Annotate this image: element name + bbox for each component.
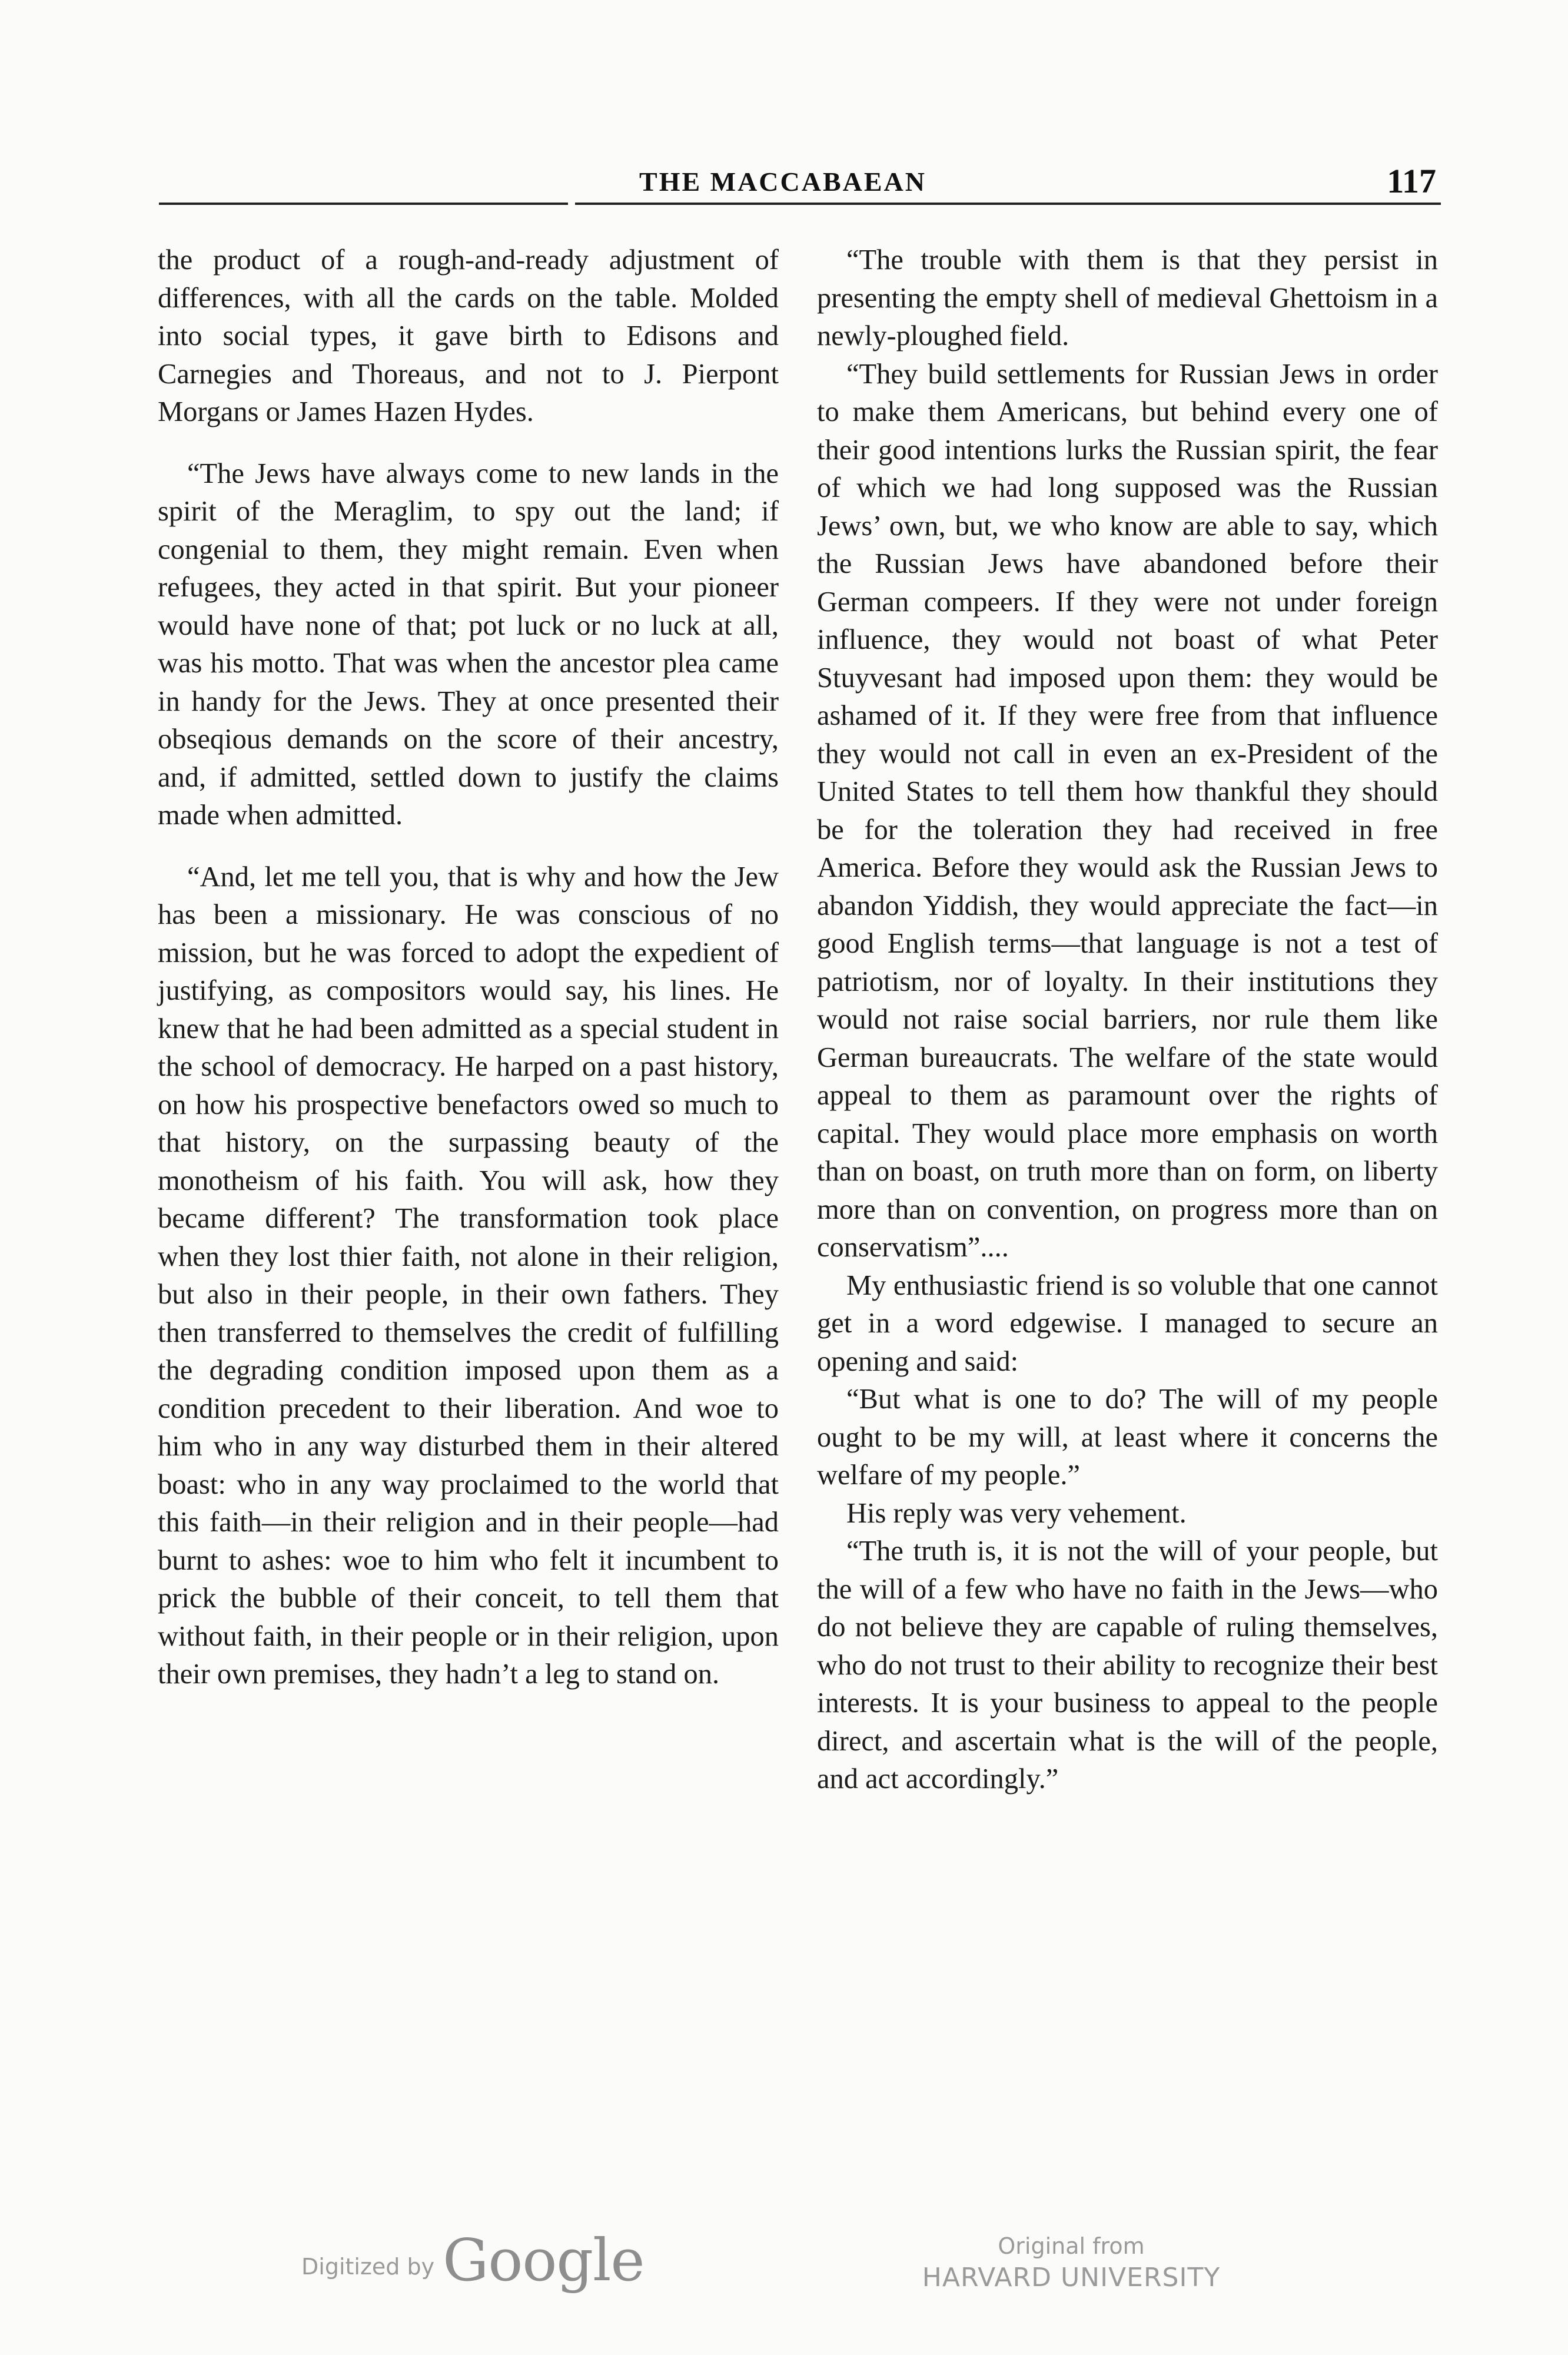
header-rule-gap bbox=[568, 201, 575, 206]
digitized-by-label: Digitized by bbox=[301, 2254, 435, 2280]
right-paragraph-4: “But what is one to do? The will of my people ought to be my will, at least where it concerns the welfare of my people.” bbox=[817, 1384, 1438, 1491]
right-paragraph-5: His reply was very vehement. bbox=[846, 1497, 1187, 1529]
right-paragraph-1: “The trouble with them is that they persist in presenting the empty shell of medieval Ghettoism in a newly-ploughed field. bbox=[817, 244, 1438, 351]
right-paragraph-6: “The truth is, it is not the will of your people, but the will of a few who have no faith in the Jews—who do not believe they are capable of ruling themselves, who do not trust to their ability to recognize their best interests. It is your business to appeal to the people direct, and ascertain what is the will of the people, and act accordingly.” bbox=[817, 1535, 1438, 1795]
left-paragraph-2: “The Jews have always come to new lands in the spirit of the Meraglim, to spy out the land; if congenial to them, they might remain. Even when refugees, they acted in that spirit. But your pioneer would have none of that; pot luck or no luck at all, was his motto. That was when the ancestor plea came in handy for the Jews. They at once presented their obseqious demands on the score of their ancestry, and, if admitted, settled down to justify the claims made when admitted. bbox=[158, 457, 779, 831]
source-attribution bbox=[918, 2231, 1224, 2295]
left-paragraph-1: the product of a rough-and-ready adjustment of differences, with all the cards on the table. Molded into social types, it gave birth to Edisons and Carnegies and Thoreaus, and not to J. Pierpont Morgans or James Hazen Hydes. bbox=[158, 244, 779, 427]
right-paragraph-2: “They build settlements for Russian Jews in order to make them Americans, but behind every one of their good intentions lurks the Russian spirit, the fear of which we had long supposed was the Russian Jews’ own, but, we who know are able to say, which the Russian Jews have abandoned before their German compeers. If they were not under foreign influence, they would not boast of what Peter Stuyvesant had imposed upon them: they would be ashamed of it. If they were free from that influence they would not call in even an ex-President of the United States to tell them how thankful they should be for the toleration they had received in free America. Before they would ask the Russian Jews to abandon Yiddish, they would appreciate the fact—in good English terms—that language is not a test of patriotism, nor of loyalty. In their institutions they would not raise social barriers, nor rule them like German bureaucrats. The welfare of the state would appeal to them as paramount over the rights of capital. They would place more emphasis on worth than on boast, on truth more than on form, on liberty more than on convention, on progress more than on conservatism”.... bbox=[817, 358, 1438, 1263]
left-paragraph-3: “And, let me tell you, that is why and how the Jew has been a missionary. He was conscious of no mission, but he was forced to adopt the expedient of justifying, as compositors would say, his lines. He knew that he had been admitted as a special student in the school of democracy. He harped on a past history, on how his prospective benefactors owed so much to that history, on the surpassing beauty of the monotheism of his faith. You will ask, how they became different? The transformation took place when they lost thier faith, not alone in their religion, but also in their people, in their own fathers. They then transferred to themselves the credit of fulfilling the degrading condition imposed upon them as a condition precedent to their liberation. And woe to him who in any way disturbed them in their altered boast: who in any way proclaimed to the world that this faith—in their religion and in their people—had burnt to ashes: woe to him who felt it incumbent to prick the bubble of their conceit, to tell them that without faith, in their people or in their religion, upon their own premises, they hadn’t a leg to stand on. bbox=[158, 861, 779, 1690]
right-paragraph-3: My enthusiastic friend is so voluble that one cannot get in a word edgewise. I managed to secure an opening and said: bbox=[817, 1269, 1438, 1377]
digitized-by-watermark bbox=[301, 2225, 644, 2296]
original-from-label: Original from bbox=[998, 2233, 1145, 2259]
running-title: THE MACCABAEAN bbox=[639, 167, 926, 197]
left-column bbox=[158, 241, 779, 1694]
source-institution: HARVARD UNIVERSITY bbox=[922, 2263, 1221, 2293]
header-rule bbox=[159, 203, 1441, 205]
google-logo: Google bbox=[443, 2227, 645, 2294]
right-column bbox=[817, 241, 1438, 1799]
page-number: 117 bbox=[1387, 162, 1436, 200]
